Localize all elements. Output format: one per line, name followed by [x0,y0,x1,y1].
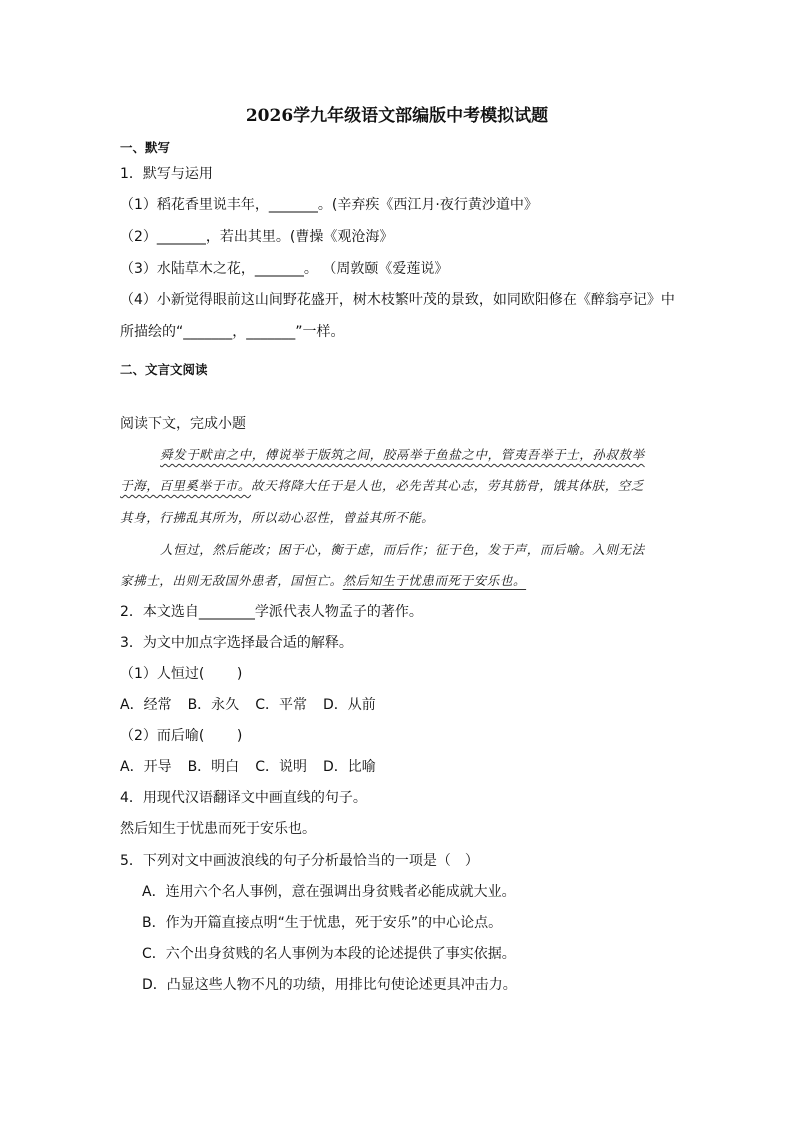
question-1-item-4-cont: 所描绘的“_______，_______”一样。 [120,324,345,340]
passage-text: 故天将降大任于是人也，必先苦其心志，劳其筋骨，饿其体肤，空乏 [251,478,645,493]
option-c: C．平常 [255,697,307,713]
question-3-sub-1: （1）人恒过( ) [120,666,243,682]
question-3-sub-2: （2）而后喻( ) [120,728,243,744]
passage-line: 人恒过，然后能改；困于心，衡于虑，而后作；征于色，发于声，而后喻。入则无法 [160,542,645,557]
question-5-option-c: C．六个出身贫贱的名人事例为本段的论述提供了事实依据。 [142,946,516,962]
question-4-stem: 4．用现代汉语翻译文中画直线的句子。 [120,790,367,806]
section-heading-dictation: 一、默写 [120,140,171,155]
question-1-item-3: （3）水陆草木之花，_______。 （周敦颐《爱莲说》 [120,261,449,277]
passage-line: 其身，行拂乱其所为，所以动心忍性，曾益其所不能。 [120,510,435,525]
wavy-underlined-text: 于海，百里奚举于市。 [120,478,252,493]
option-b: B．永久 [187,697,240,713]
question-4-sentence: 然后知生于忧患而死于安乐也。 [120,821,316,837]
passage-line: 舜发于畎亩之中，傅说举于版筑之间，胶鬲举于鱼盐之中，管夷吾举于士，孙叔敖举 [160,447,645,462]
question-1-item-4: （4）小新觉得眼前这山间野花盛开，树木枝繁叶茂的景致，如同欧阳修在《醉翁亭记》中 [120,292,675,308]
question-5-option-b: B．作为开篇直接点明“生于忧患，死于安乐”的中心论点。 [142,915,503,931]
question-1-item-1: （1）稻花香里说丰年，_______。(辛弃疾《西江月·夜行黄沙道中》 [120,197,538,213]
question-5-option-a: A．连用六个名人事例，意在强调出身贫贱者必能成就大业。 [142,884,516,900]
option-d: D．从前 [322,697,376,713]
passage-text: 家拂士，出则无敌国外患者，国恒亡。 [120,573,343,588]
option-a: A．经常 [120,697,172,713]
question-5-option-d: D．凸显这些人物不凡的功绩，用排比句使论述更具冲击力。 [142,977,517,993]
reading-instruction: 阅读下文，完成小题 [120,416,246,432]
option-d: D．比喻 [322,759,376,775]
option-c: C．说明 [255,759,307,775]
question-3-stem: 3．为文中加点字选择最合适的解释。 [120,635,353,651]
straight-underlined-text: 然后知生于忧患而死于安乐也。 [342,573,527,588]
question-3-options-2 [120,757,376,777]
question-1-item-2: （2）_______，若出其里。(曹操《观沧海》 [120,229,394,245]
question-1-stem: 1．默写与运用 [120,166,213,182]
option-a: A．开导 [120,759,172,775]
page-title: 2026学九年级语文部编版中考模拟试题 [245,106,549,126]
section-heading-classical-reading: 二、文言文阅读 [120,362,208,377]
question-3-options-1 [120,695,376,715]
question-2: 2．本文选自________学派代表人物孟子的著作。 [120,604,423,620]
passage-line [120,571,526,591]
option-b: B．明白 [187,759,240,775]
passage-line [120,476,644,496]
question-5-stem: 5．下列对文中画波浪线的句子分析最恰当的一项是（ ） [120,853,479,869]
